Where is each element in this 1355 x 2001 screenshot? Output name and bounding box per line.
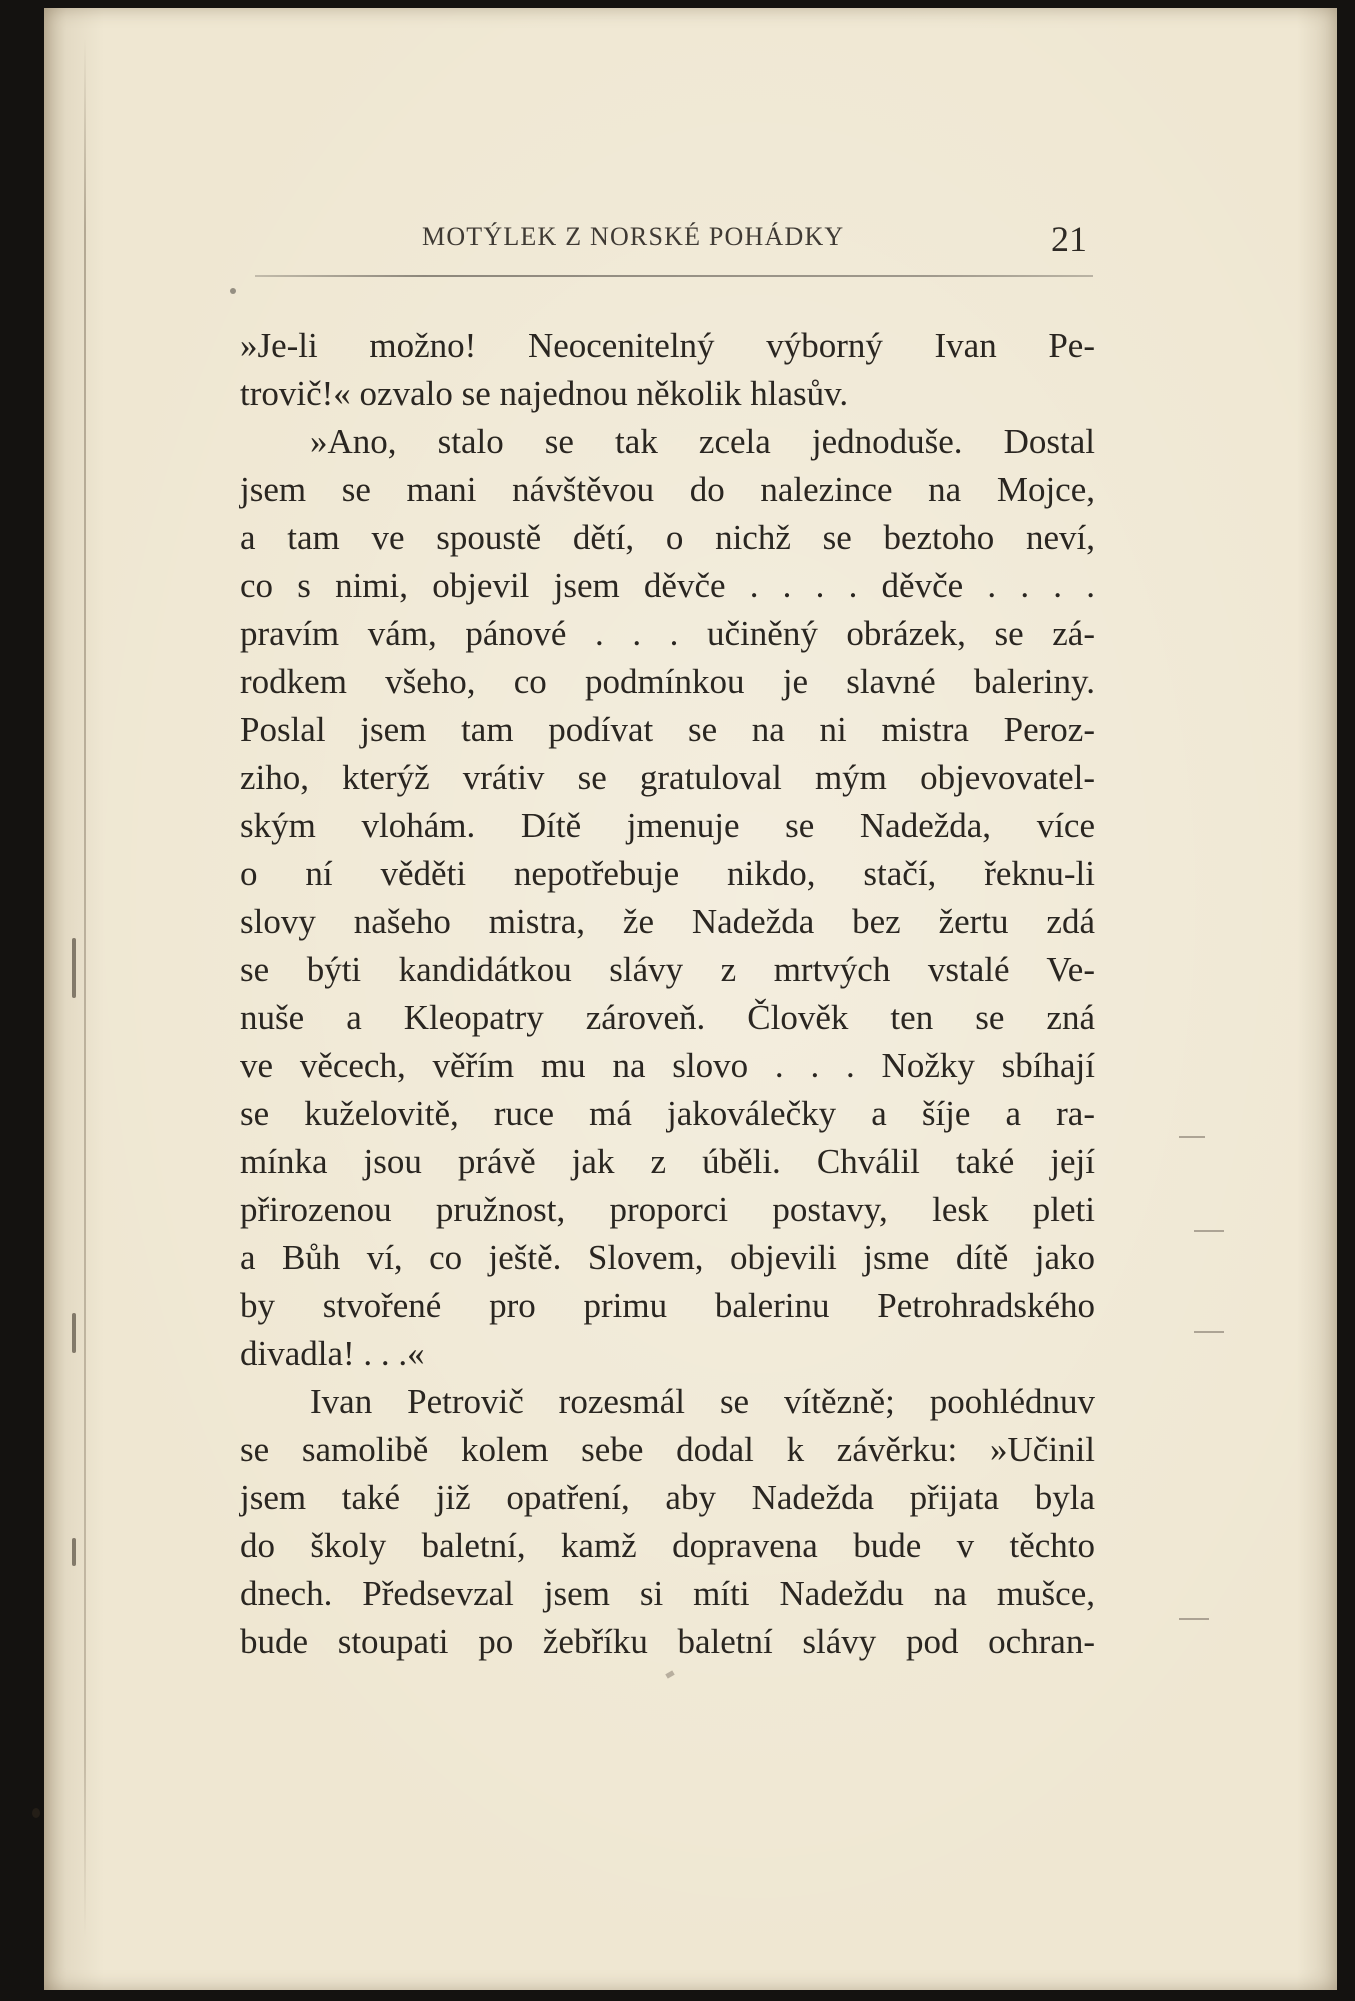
text-line: jsem se mani návštěvou do nalezince na Mojce, xyxy=(240,470,1095,509)
text-line: se býti kandidátkou slávy z mrtvých vstalé Ve- xyxy=(240,950,1095,989)
edge-tick xyxy=(1179,1136,1205,1138)
running-title: MOTÝLEK Z NORSKÉ POHÁDKY xyxy=(422,222,845,251)
edge-tick xyxy=(1194,1230,1224,1232)
text-line: ziho, kterýž vrátiv se gratuloval mým objevovatel- xyxy=(240,758,1095,797)
gutter-mark xyxy=(72,1313,76,1353)
text-line: »Je-li možno! Neocenitelný výborný Ivan Pe- xyxy=(240,326,1095,365)
page-number: 21 xyxy=(1051,219,1087,259)
text-line: se samolibě kolem sebe dodal k závěrku: »Učinil xyxy=(240,1430,1095,1469)
text-line: Ivan Petrovič rozesmál se vítězně; poohlédnuv xyxy=(310,1382,1095,1421)
text-line: přirozenou pružnost, proporci postavy, lesk pleti xyxy=(240,1190,1095,1229)
edge-tick xyxy=(1194,1331,1224,1333)
edge-tick xyxy=(1179,1618,1209,1620)
text-line: by stvořené pro primu balerinu Petrohradského xyxy=(240,1286,1095,1325)
text-line: bude stoupati po žebříku baletní slávy pod ochran- xyxy=(240,1622,1095,1661)
text-line: a tam ve spoustě dětí, o nichž se beztoho neví, xyxy=(240,518,1095,557)
header-rule xyxy=(255,275,1093,277)
text-line: trovič!« ozvalo se najednou několik hlasův. xyxy=(240,374,849,413)
text-line: ským vlohám. Dítě jmenuje se Nadežda, více xyxy=(240,806,1095,845)
text-line: Poslal jsem tam podívat se na ni mistra Peroz- xyxy=(240,710,1095,749)
body-text xyxy=(240,322,1095,1666)
text-line: o ní věděti nepotřebuje nikdo, stačí, řeknu-li xyxy=(240,854,1095,893)
text-line: slovy našeho mistra, že Nadežda bez žertu zdá xyxy=(240,902,1095,941)
text-line: se kuželovitě, ruce má jakoválečky a šíje a ra- xyxy=(240,1094,1095,1133)
text-line: jsem také již opatření, aby Nadežda přijata byla xyxy=(240,1478,1095,1517)
gutter-mark xyxy=(72,938,76,998)
gutter-shadow xyxy=(84,38,86,1938)
text-line: mínka jsou právě jak z úběli. Chválil také její xyxy=(240,1142,1095,1181)
text-line: co s nimi, objevil jsem děvče . . . . děvče . . . . xyxy=(240,566,1095,605)
text-line: pravím vám, pánové . . . učiněný obrázek, se zá- xyxy=(240,614,1095,653)
gutter-mark xyxy=(32,1808,40,1818)
rule-dot xyxy=(230,288,236,294)
text-line: dnech. Předsevzal jsem si míti Nadeždu na mušce, xyxy=(240,1574,1095,1613)
text-line: »Ano, stalo se tak zcela jednoduše. Dostal xyxy=(310,422,1095,461)
running-head xyxy=(240,219,1095,262)
text-line: a Bůh ví, co ještě. Slovem, objevili jsme dítě jako xyxy=(240,1238,1095,1277)
text-line: nuše a Kleopatry zároveň. Člověk ten se zná xyxy=(240,998,1095,1037)
text-line: rodkem všeho, co podmínkou je slavné baleriny. xyxy=(240,662,1095,701)
text-line: ve věcech, věřím mu na slovo . . . Nožky sbíhají xyxy=(240,1046,1095,1085)
text-line: do školy baletní, kamž dopravena bude v těchto xyxy=(240,1526,1095,1565)
text-line: divadla! . . .« xyxy=(240,1334,425,1373)
gutter-mark xyxy=(72,1538,76,1566)
